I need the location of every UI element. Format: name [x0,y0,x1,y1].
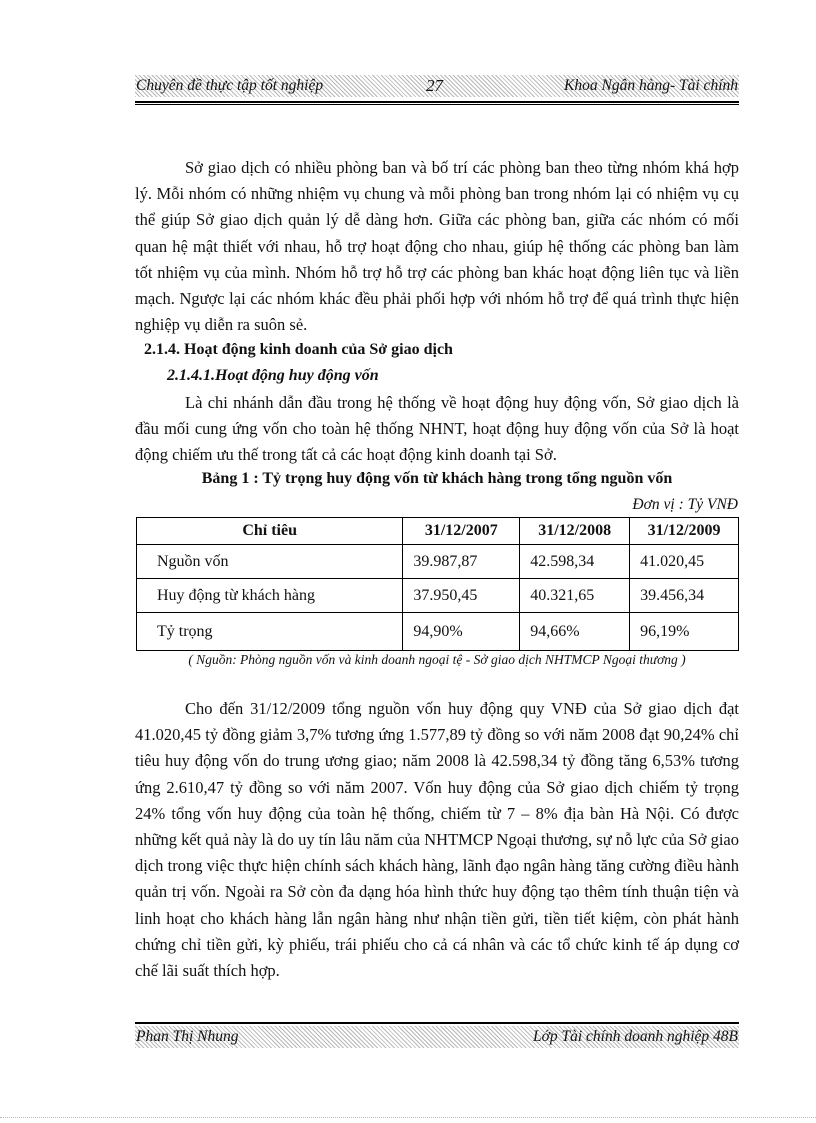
table-caption: Bảng 1 : Tỷ trọng huy động vốn từ khách hàng trong tổng nguồn vốn [201,470,673,487]
column-header-2008: 31/12/2008 [520,518,630,545]
page-footer [135,1026,739,1048]
table-unit: Đơn vị : Tỷ VNĐ [632,496,738,513]
table-cell: 39.987,87 [403,545,520,579]
header-faculty: Khoa Ngân hàng- Tài chính [564,77,738,94]
section-heading-business-activities: 2.1.4. Hoạt động kinh doanh của Sở giao dịch [144,341,453,358]
paragraph-capital-mobilization [135,390,739,469]
paragraph-results-2009-text: Cho đến 31/12/2009 tổng nguồn vốn huy động quy VNĐ của Sở giao dịch đạt 41.020,45 tỷ đồng giảm 3,7% tương ứng 1.577,89 tỷ đồng so với năm 2008 đạt 90,24% chỉ tiêu huy động vốn do trung ương giao; năm 2008 là 42.598,34 tỷ đồng tăng 6,53% tương ứng 2.610,47 tỷ đồng so với năm 2007. Vốn huy động của Sở giao dịch chiếm tỷ trọng 24% tổng vốn huy động của toàn hệ thống, chiếm từ 7 – 8% địa bàn Hà Nội. Có được những kết quả này là do uy tín lâu năm của NHTMCP Ngoại thương, sự nỗ lực của Sở giao dịch trong việc thực hiện chính sách khách hàng, lãnh đạo ngân hàng tăng cường điều hành quản trị vốn. Ngoài ra Sở còn đa dạng hóa hình thức huy động tạo thêm tính thuận tiện và linh hoạt cho khách hàng lẫn ngân hàng như nhận tiền gửi, tiền tiết kiệm, còn phát hành chứng chỉ tiền gửi, kỳ phiếu, trái phiếu cho cả cá nhân và các tổ chức kinh tế áp dụng cơ chế lãi suất thích hợp. [135,699,739,981]
row-label: Tỷ trọng [137,613,403,651]
table-cell: 42.598,34 [520,545,630,579]
footer-rule [135,1022,739,1024]
header-rule-thin [135,104,739,105]
header-page-number: 27 [426,76,443,95]
table-source-note: ( Nguồn: Phòng nguồn vốn và kinh doanh ngoại tệ - Sở giao dịch NHTMCP Ngoại thương ) [188,652,686,667]
row-label: Huy động từ khách hàng [137,579,403,613]
header-rule [135,101,739,103]
table-cell: 37.950,45 [403,579,520,613]
page-header [135,75,739,97]
paragraph-departments-text: Sở giao dịch có nhiều phòng ban và bố trí các phòng ban theo từng nhóm khá hợp lý. Mỗi nhóm có những nhiệm vụ chung và mỗi phòng ban trong nhóm lại có nhiệm vụ cụ thể giúp Sở giao dịch quản lý dễ dàng hơn. Giữa các phòng ban, giữa các nhóm có mối quan hệ mật thiết với nhau, hỗ trợ hoạt động cho nhau, giúp hệ thống các phòng ban làm tốt nhiệm vụ của mình. Nhóm hỗ trợ hỗ trợ các phòng ban khác hoạt động liên tục và liền mạch. Ngược lại các nhóm khác đều phải phối hợp với nhóm hỗ trợ để quá trình thực hiện nghiệp vụ diễn ra suôn sẻ. [135,158,739,335]
column-header-indicator: Chỉ tiêu [137,518,403,545]
table-cell: 40.321,65 [520,579,630,613]
table-cell: 94,90% [403,613,520,651]
paragraph-results-2009 [135,696,739,984]
row-label: Nguồn vốn [137,545,403,579]
column-header-2009: 31/12/2009 [630,518,739,545]
table-cell: 39.456,34 [630,579,739,613]
column-header-2007: 31/12/2007 [403,518,520,545]
paragraph-departments [135,155,739,338]
footer-class: Lớp Tài chính doanh nghiệp 48B [532,1028,738,1045]
page-bottom-edge [0,1117,816,1118]
header-document-type: Chuyên đề thực tập tốt nghiệp [136,77,324,94]
footer-author: Phan Thị Nhung [136,1028,239,1045]
table-cell: 96,19% [630,613,739,651]
table-row [137,613,739,651]
table-header-row [137,518,739,545]
table-cell: 41.020,45 [630,545,739,579]
table-row [137,545,739,579]
table-cell: 94,66% [520,613,630,651]
table-row [137,579,739,613]
capital-table [136,517,739,651]
paragraph-capital-mobilization-text: Là chi nhánh dẫn đầu trong hệ thống về hoạt động huy động vốn, Sở giao dịch là đầu mối cung ứng vốn cho toàn hệ thống NHNT, hoạt động huy động vốn của Sở là hoạt động chiếm ưu thế trong tất cả các hoạt động kinh doanh tại Sở. [135,393,739,465]
subsection-heading-capital-mobilization: 2.1.4.1.Hoạt động huy động vốn [167,367,379,384]
